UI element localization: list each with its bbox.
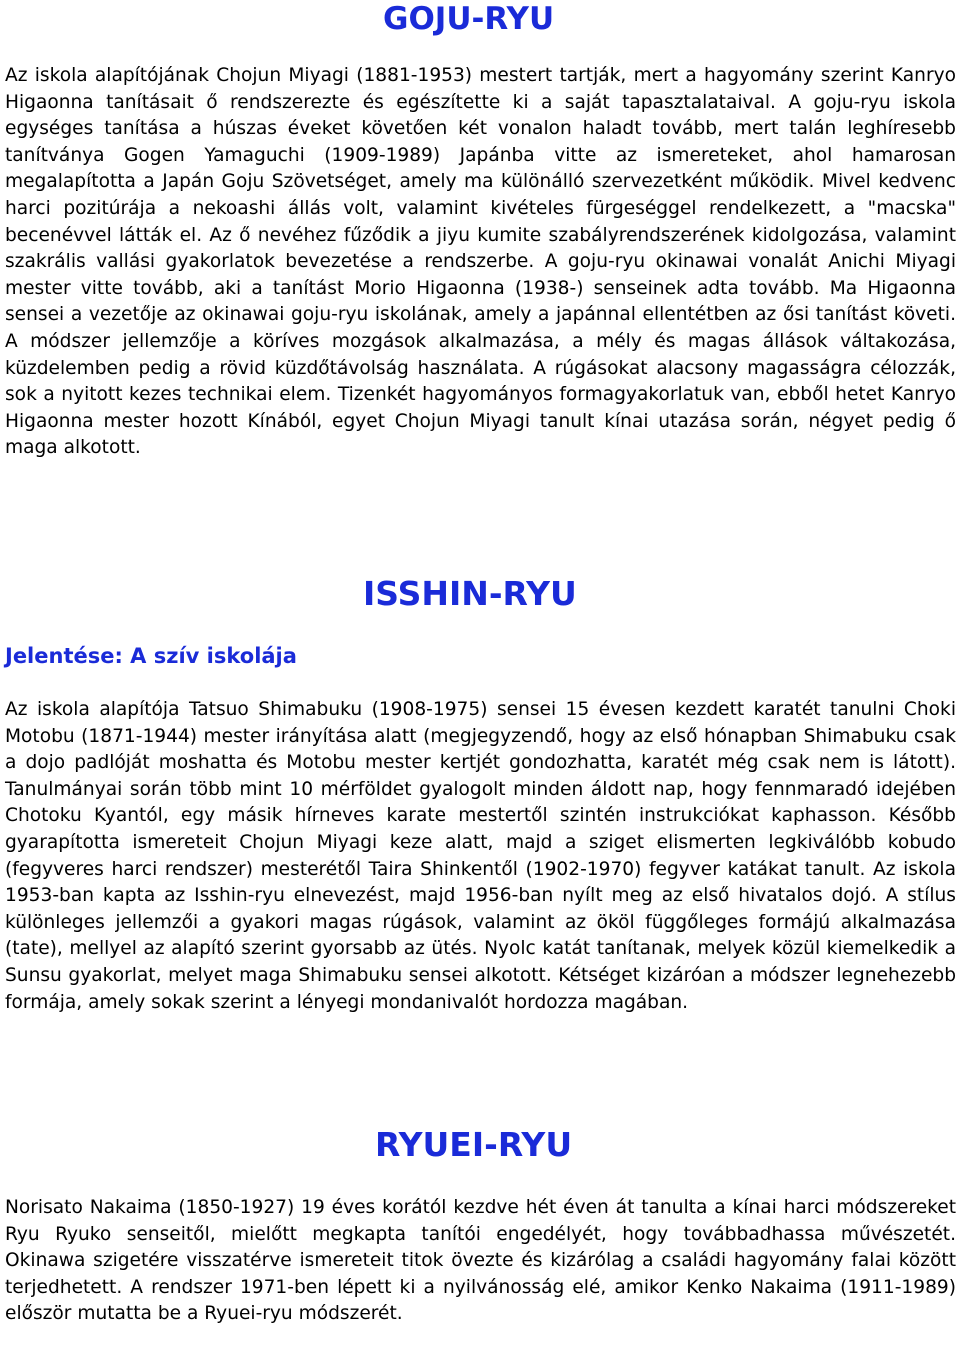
section-body-goju-ryu: Az iskola alapítójának Chojun Miyagi (1881-1953) mestert tartják, mert a hagyomány szerint Kanryo Higaonna tanításait ő rendszerezte és egészítette ki a saját tapasztalataival. A goju-ryu iskola egységes tanítása a húszas éveket követően két vonalon haladt tovább, mert talán leghíresebb tanítványa Gogen Yamaguchi (1909-1989) Japánba vitte az ismereteket, ahol hamarosan megalapította a Japán Goju Szövetséget, amely ma különálló szervezetként működik. Mivel kedvenc harci pozitúrája a nekoashi állás volt, valamint kivételes fürgeséggel rendelkezett, a "macska" becenévvel látták el. Az ő nevéhez fűződik a jiyu kumite szabályrendszerének kidolgozása, valamint szakrális vallási gyakorlatok bevezetése a rendszerbe. A goju-ryu okinawai vonalát Anichi Miyagi mester vitte tovább, aki a tanítást Morio Higaonna (1938-) senseinek adta tovább. Ma Higaonna sensei a vezetője az okinawai goju-ryu iskolának, amely a japánnal ellentétben az ősi tanítást követi. A módszer jellemzője a köríves mozgások alkalmazása, a mély és magas állások váltakozása, küzdelemben pedig a rövid küzdőtávolság használata. A rúgásokat alacsony magasságra célozzák, sok a nyitott kezes technikai elem. Tizenkét hagyományos formagyakorlatuk van, ebből hetet Kanryo Higaonna mester hozott Kínából, egyet Chojun Miyagi tanult kínai utazása során, négyet pedig ő maga alkotott. [5, 65, 956, 459]
section-title-isshin-ryu: ISSHIN-RYU [363, 574, 577, 613]
section-subtitle-isshin-ryu: Jelentése: A szív iskolája [5, 644, 297, 668]
section-title-ryuei-ryu: RYUEI-RYU [375, 1125, 573, 1164]
section-title-goju-ryu: GOJU-RYU [383, 1, 555, 37]
section-body-isshin-ryu: Az iskola alapítója Tatsuo Shimabuku (1908-1975) sensei 15 évesen kezdett karatét tanulni Choki Motobu (1871-1944) mester irányítása alatt (megjegyzendő, hogy az első hónapban Shimabuku csak a dojo padlóját moshatta és Motobu mester kertjét gondozhatta, karatét még csak nem is látott). Tanulmányai során több mint 10 mérföldet gyalogolt minden áldott nap, hogy fennmaradó idejében Chotoku Kyantól, egy másik hírneves karate mestertől szintén instrukciókat kaphasson. Később gyarapította ismereteit Chojun Miyagi keze alatt, majd a sziget elismerten legkiválóbb kobudo (fegyveres harci rendszer) mesterétől Taira Shinkentől (1902-1970) fegyver katákat tanult. Az iskola 1953-ban kapta az Isshin-ryu elnevezést, majd 1956-ban nyílt meg az első hivatalos dojó. A stílus különleges jellemzői a gyakori magas rúgások, valamint az ököl függőleges formájú alkalmazása (tate), mellyel az alapító szerint gyorsabb az ütés. Nyolc katát tanítanak, melyek közül kiemelkedik a Sunsu gyakorlat, melyet maga Shimabuku sensei alkotott. Kétséget kizáróan a módszer legnehezebb formája, amely sokak szerint a lényegi mondanivalót hordozza magában. [5, 699, 956, 1013]
section-body-ryuei-ryu: Norisato Nakaima (1850-1927) 19 éves korától kezdve hét éven át tanulta a kínai harci módszereket Ryu Ryuko senseitől, mielőtt megkapta tanítói engedélyét, hogy továbbadhassa művészetét. Okinawa szigetére visszatérve ismereteit titok övezte és kizárólag a családi hagyomány falai között terjedhetett. A rendszer 1971-ben lépett ki a nyilvánosság elé, amikor Kenko Nakaima (1911-1989) először mutatta be a Ryuei-ryu módszerét. [5, 1197, 956, 1325]
